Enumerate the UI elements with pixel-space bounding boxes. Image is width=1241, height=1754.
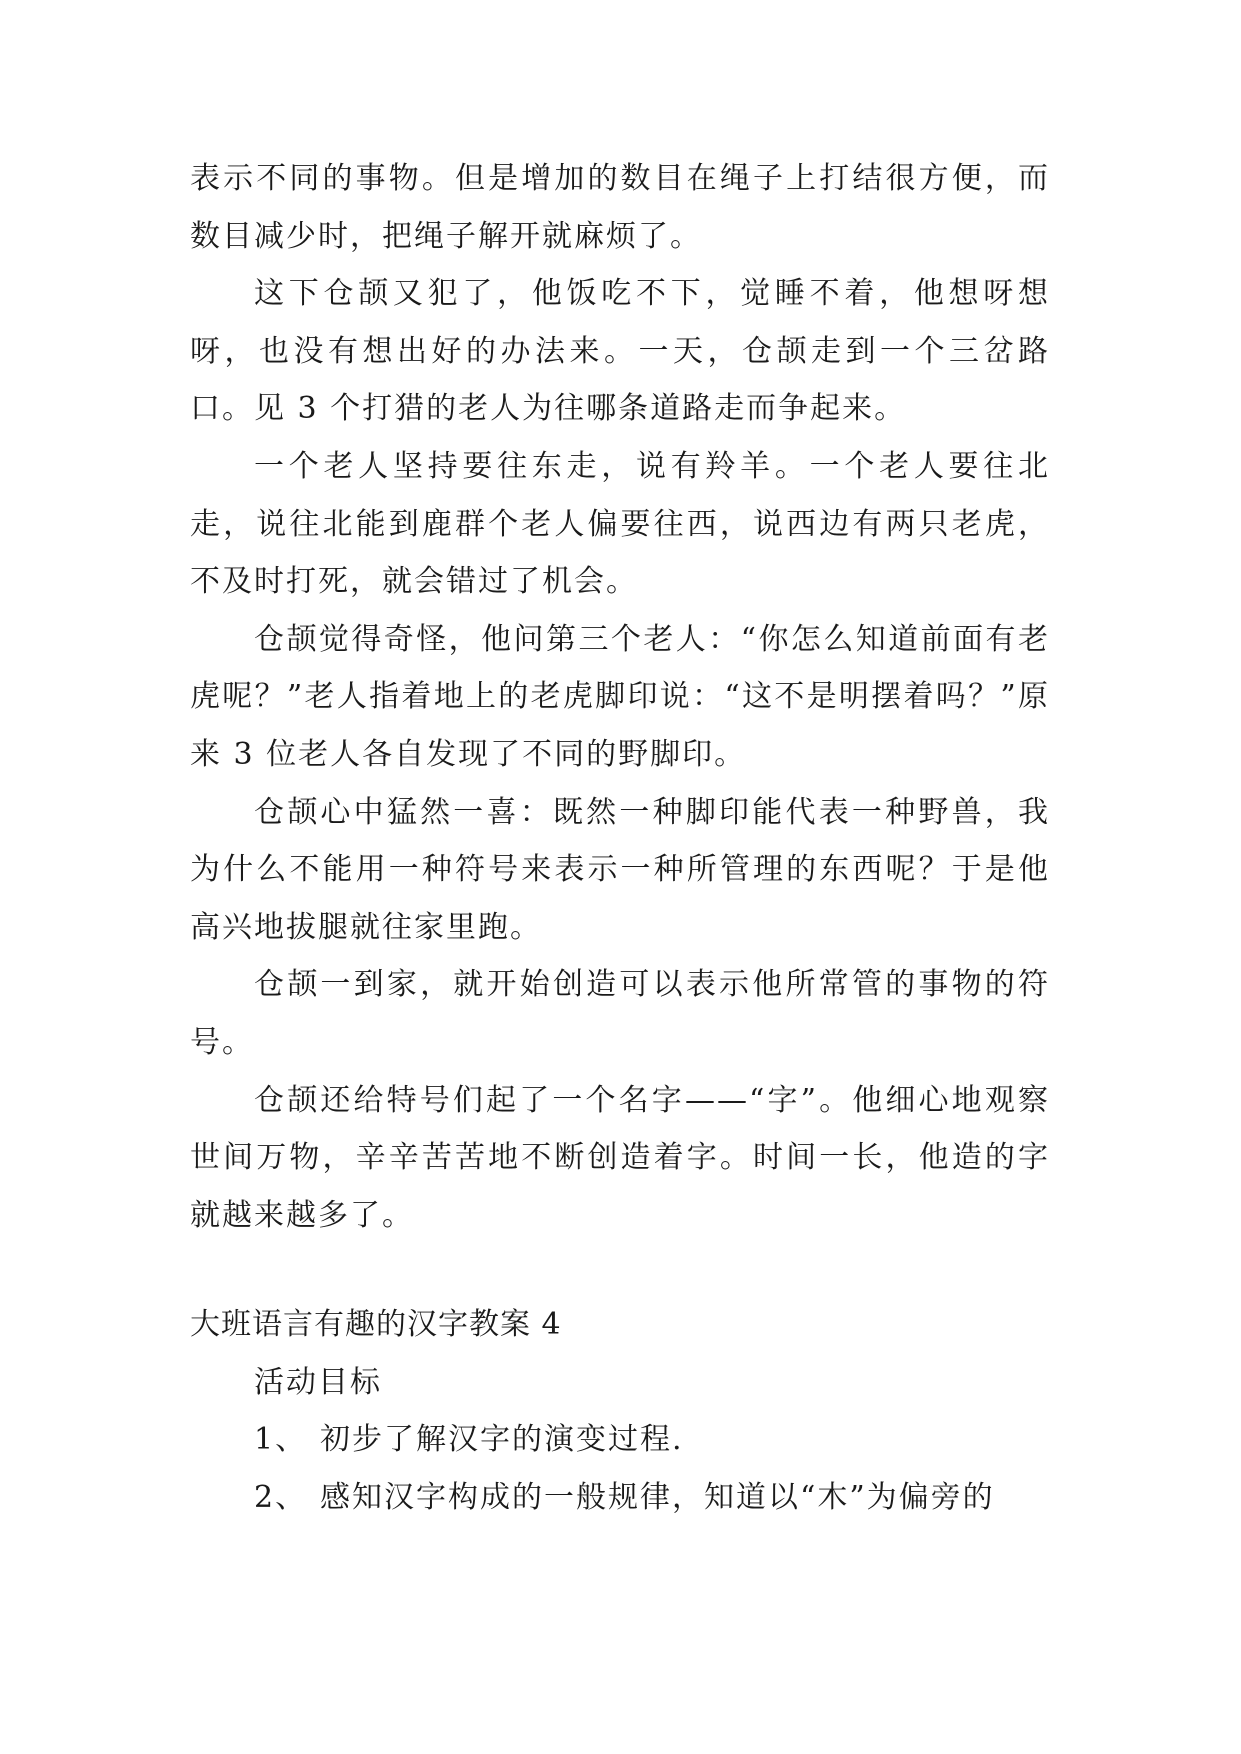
list-item	[190, 1411, 1050, 1469]
list-item-number: 2、	[254, 1480, 308, 1516]
paragraph-3: 一个老人坚持要往东走，说有羚羊。一个老人要往北走，说往北能到鹿群个老人偏要往西，说西边有两只老虎，不及时打死，就会错过了机会。	[190, 448, 1050, 600]
section-title: 大班语言有趣的汉字教案 4	[190, 1307, 562, 1343]
list-item-text: 初步了解汉字的演变过程.	[320, 1422, 684, 1458]
list-item-text: 感知汉字构成的一般规律，知道以“木”为偏旁的	[320, 1480, 995, 1516]
list-item-number: 1、	[254, 1422, 308, 1458]
list-item	[190, 1469, 1050, 1527]
paragraph-2: 这下仓颉又犯了，他饭吃不下，觉睡不着，他想呀想呀，也没有想出好的办法来。一天，仓颉走到一个三岔路口。见 3 个打猎的老人为往哪条道路走而争起来。	[190, 276, 1050, 427]
paragraph-7: 仓颉还给特号们起了一个名字——“字”。他细心地观察世间万物，辛辛苦苦地不断创造着字。时间一长，他造的字就越来越多了。	[190, 1082, 1050, 1233]
subheading-objectives: 活动目标	[254, 1364, 382, 1400]
paragraph-6: 仓颉一到家，就开始创造可以表示他所常管的事物的符号。	[190, 967, 1050, 1060]
paragraph-5: 仓颉心中猛然一喜：既然一种脚印能代表一种野兽，我为什么不能用一种符号来表示一种所管理的东西呢？于是他高兴地拔腿就往家里跑。	[190, 794, 1050, 945]
paragraph-4: 仓颉觉得奇怪，他问第三个老人：“你怎么知道前面有老虎呢？”老人指着地上的老虎脚印说：“这不是明摆着吗？”原来 3 位老人各自发现了不同的野脚印。	[190, 621, 1050, 772]
document-page	[190, 150, 1050, 1527]
paragraph-1: 表示不同的事物。但是增加的数目在绳子上打结很方便，而数目减少时，把绳子解开就麻烦了。	[190, 161, 1050, 254]
